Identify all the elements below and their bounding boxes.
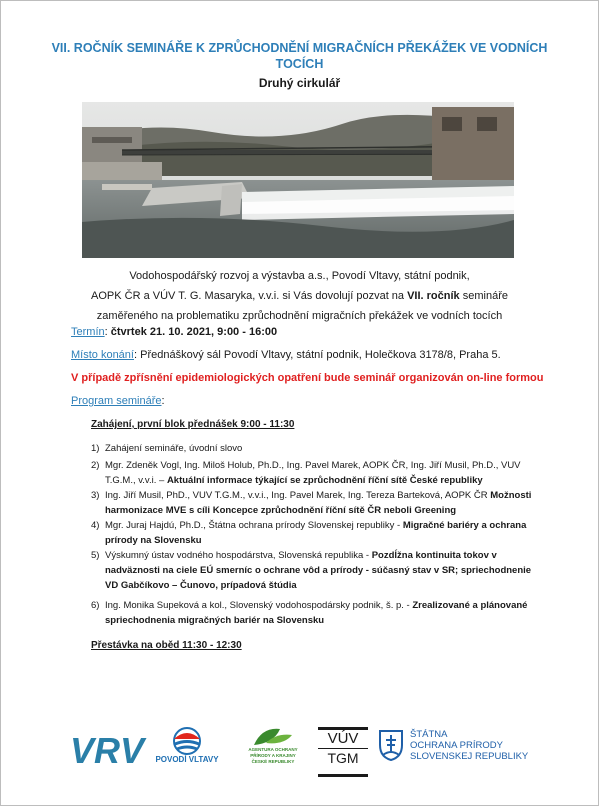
sopsr-logo: [378, 725, 530, 773]
aopk-text-line: AGENTURA OCHRANY: [248, 747, 298, 752]
block-1-heading: Zahájení, první blok přednášek 9:00 - 11:30: [91, 419, 295, 430]
date-value: čtvrtek 21. 10. 2021, 9:00 - 16:00: [110, 326, 278, 338]
date-label: Termín: [71, 326, 105, 338]
venue-label: Místo konání: [71, 349, 134, 361]
povodi-logo-text: POVODÍ VLTAVY: [155, 755, 219, 764]
sopsr-text-line: SLOVENSKEJ REPUBLIKY: [410, 751, 529, 762]
program-heading: Program semináře:: [71, 395, 165, 407]
aopk-text-line: PŘÍRODY A KRAJINY: [250, 753, 296, 758]
venue-value: Přednáškový sál Povodí Vltavy, státní podnik, Holečkova 3178/8, Praha 5.: [140, 349, 501, 361]
povodi-emblem-icon: [142, 725, 232, 755]
program-item: 1) Zahájení semináře, úvodní slovo: [91, 443, 243, 454]
circular-subtitle: Druhý cirkulář: [258, 76, 341, 90]
program-item: 4) Mgr. Juraj Hajdú, Ph.D., Štátna ochrana prírody Slovenskej republiky - Migračné bariéry a ochrana prírody na Slovensku: [91, 520, 527, 546]
program-item: 2) Mgr. Zdeněk Vogl, Ing. Miloš Holub, Ph.D., Ing. Pavel Marek, AOPK ČR, Ing. Jiří Musil, Ph.D., VUV T.G.M., v.v.i. – Aktuální informace týkající se zprůchodnění říční sítě České republiky: [91, 460, 521, 486]
aopk-leaf-icon: [240, 725, 306, 747]
vuv-text: VÚV: [327, 730, 359, 747]
seminar-title: VII. ROČNÍK SEMINÁŘE K ZPRŮCHODNĚNÍ MIGRAČNÍCH PŘEKÁŽEK VE VODNÍCH TOCÍCH: [51, 41, 548, 71]
povodi-vltavy-logo: [142, 725, 232, 773]
online-notice: V případě zpřísnění epidemiologických opatření bude seminář organizován on-line formou: [71, 372, 544, 384]
intro-line-1: Vodohospodářský rozvoj a výstavba a.s., Povodí Vltavy, státní podnik,: [129, 270, 470, 282]
tgm-text: TGM: [318, 748, 368, 767]
sopsr-text-line: ŠTÁTNA: [410, 729, 448, 740]
sopsr-text-line: OCHRANA PRÍRODY: [410, 740, 503, 751]
program-item: 6) Ing. Monika Supeková a kol., Slovenský vodohospodársky podnik, š. p. - Zrealizované a plánované spriechodnenia migračných bariér na Slovensku: [91, 600, 528, 626]
intro-line-2: AOPK ČR a VÚV T. G. Masaryka, v.v.i. si Vás dovolují pozvat na VII. ročník semináře: [91, 290, 508, 302]
intro-line-3: zaměřeného na problematiku zprůchodnění migračních překážek ve vodních tocích: [96, 310, 503, 322]
vrv-logo: [70, 729, 145, 771]
slovak-shield-icon: [378, 729, 404, 761]
partner-logos: [70, 723, 530, 773]
program-item: 3) Ing. Jiří Musil, PhD., VUV T.G.M., v.v.i., Ing. Pavel Marek, Ing. Tereza Barteková, AOPK ČR Možnosti harmonizace MVE s cíli Koncepce zprůchodnění říční sítě ČR neboli Greening: [91, 490, 532, 516]
venue-line: Místo konání: Přednáškový sál Povodí Vltavy, státní podnik, Holečkova 3178/8, Praha 5.: [71, 349, 501, 361]
aopk-text-line: ČESKÉ REPUBLIKY: [251, 759, 295, 764]
lunch-break: Přestávka na oběd 11:30 - 12:30: [91, 640, 242, 651]
weir-photo: [82, 102, 514, 258]
date-line: Termín: čtvrtek 21. 10. 2021, 9:00 - 16:00: [71, 326, 278, 338]
vrv-logo-text: VRV: [70, 730, 145, 771]
vuv-tgm-logo: [318, 727, 368, 777]
program-item: 5) Výskumný ústav vodného hospodárstva, Slovenská republika - Pozdĺžna kontinuita tokov v nadväznosti na ciele EÚ smerníc o ochrane vôd a prírody - súčasný stav v SR; spriechodnenie VD Gabčíkovo – Čunovo, prípadová štúdia: [91, 550, 532, 591]
aopk-logo: [240, 725, 306, 773]
